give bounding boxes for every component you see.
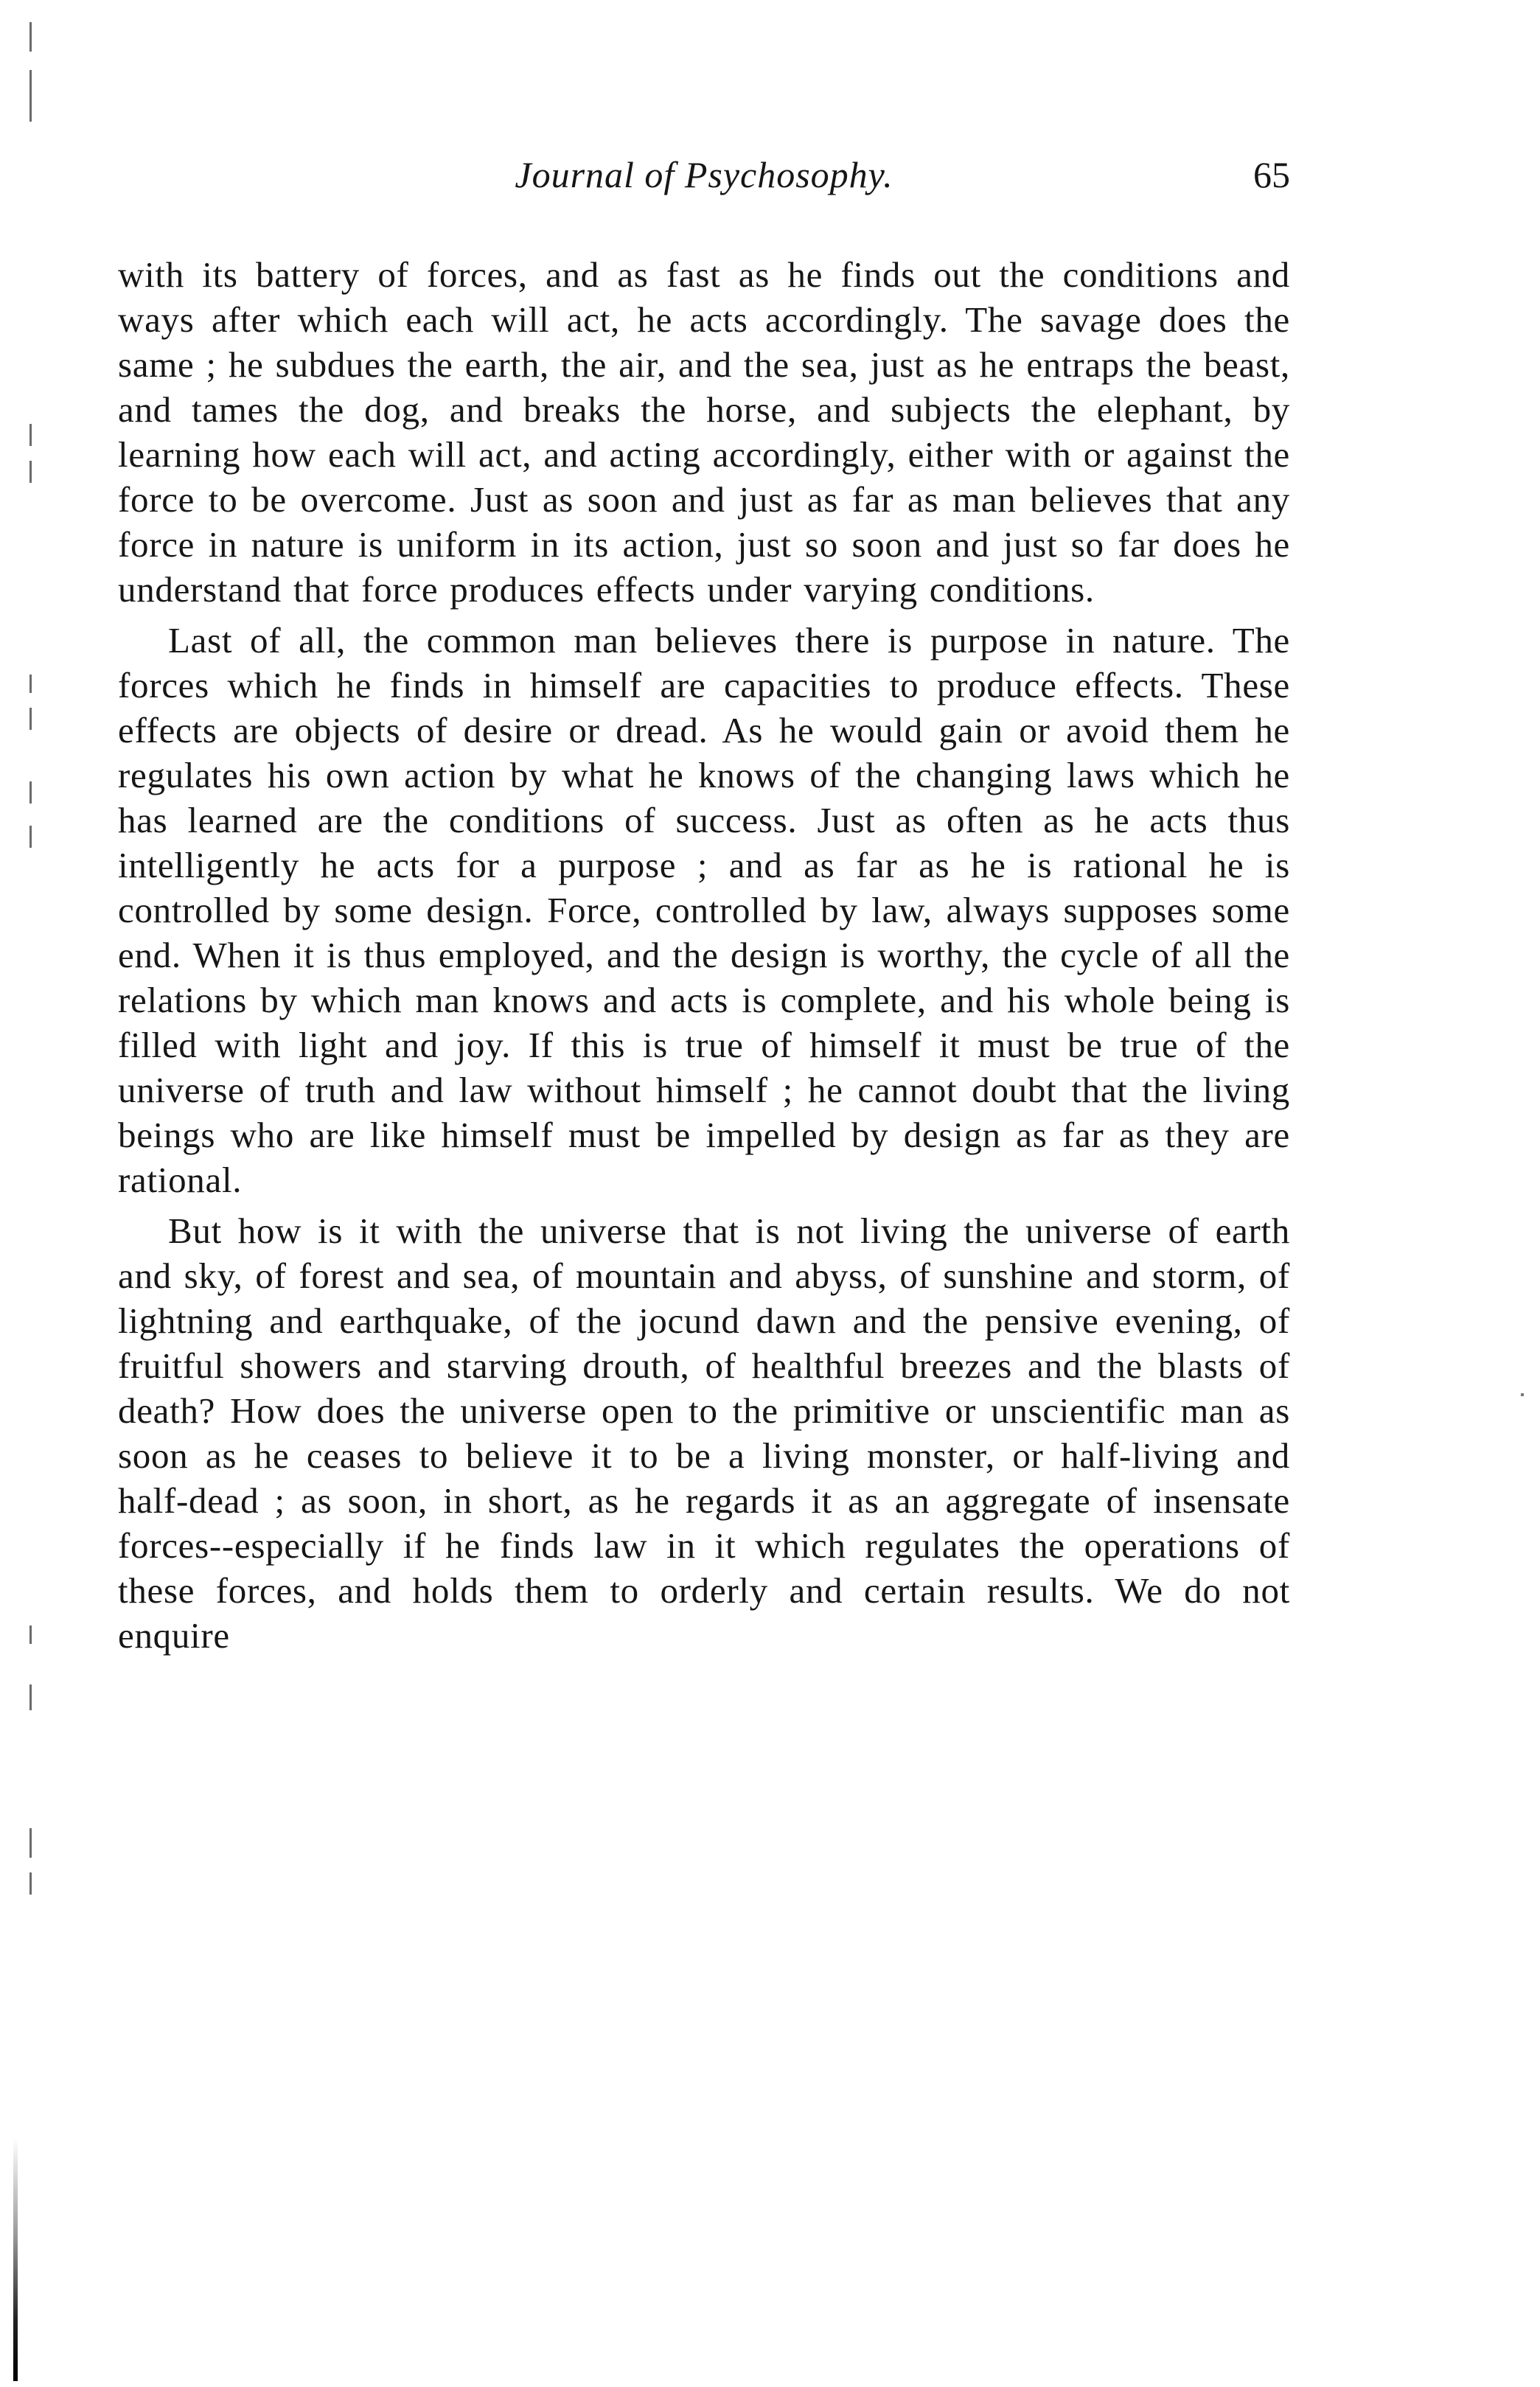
scan-mark bbox=[29, 675, 32, 693]
running-title: Journal of Psychosophy. bbox=[515, 154, 893, 195]
page-edge-shadow bbox=[13, 2138, 18, 2381]
scan-speck bbox=[1521, 1393, 1524, 1396]
scan-mark bbox=[29, 1625, 32, 1644]
scan-mark bbox=[29, 424, 32, 446]
paragraph: Last of all, the common man believes there is purpose in nature. The forces which he finds in himself are capacities to produce effects. These effects are objects of desire or dread. As he would gain or avoid them he regulates his own action by what he knows of the changing laws which he has learned are the conditions of success. Just as often as he acts thus intelligently he acts for a purpose ; and as far as he is rational he is controlled by some design. Force, controlled by law, always supposes some end. When it is thus employed, and the design is worthy, the cycle of all the relations by which man knows and acts is complete, and his whole being is filled with light and joy. If this is true of himself it must be true of the universe of truth and law without himself ; he cannot doubt that the living beings who are like himself must be impelled by design as far as they are rational. bbox=[118, 620, 1290, 1200]
scan-mark bbox=[29, 708, 32, 730]
page-number: 65 bbox=[1253, 154, 1290, 195]
scan-mark bbox=[29, 22, 32, 52]
paragraph-continued: with its battery of forces, and as fast as he finds out the conditions and ways after which each will act, he acts accordingly. The savage does the same ; he subdues the earth, the air, and the sea, just as he entraps the beast, and tames the dog, and breaks the horse, and subjects the elephant, by learning how each will act, and acting accordingly, either with or against the force to be overcome. Just as soon and just as far as man believes that any force in nature is uniform in its action, just so soon and just so far does he understand that force produces effects under varying conditions. bbox=[118, 254, 1290, 610]
scan-mark bbox=[29, 70, 32, 122]
left-margin-scan-marks bbox=[22, 0, 52, 2387]
scan-mark bbox=[29, 781, 32, 804]
scan-mark bbox=[29, 1684, 32, 1710]
paragraph: But how is it with the universe that is not living the universe of earth and sky, of forest and sea, of mountain and abyss, of sunshine and storm, of lightning and earthquake, of the jocund dawn and the pensive evening, of fruitful showers and starving drouth, of healthful breezes and the blasts of death? How does the universe open to the primitive or unscientific man as soon as he ceases to believe it to be a living monster, or half-living and half-dead ; as soon, in short, as he regards it as an aggregate of insensate forces--especially if he finds law in it which regulates the operations of these forces, and holds them to orderly and certain results. We do not enquire bbox=[118, 1210, 1290, 1656]
scan-mark bbox=[29, 826, 32, 848]
body-text bbox=[118, 252, 1290, 1664]
scan-mark bbox=[29, 461, 32, 483]
scan-mark bbox=[29, 1872, 32, 1895]
scan-mark bbox=[29, 1828, 32, 1858]
page-header bbox=[118, 153, 1290, 205]
